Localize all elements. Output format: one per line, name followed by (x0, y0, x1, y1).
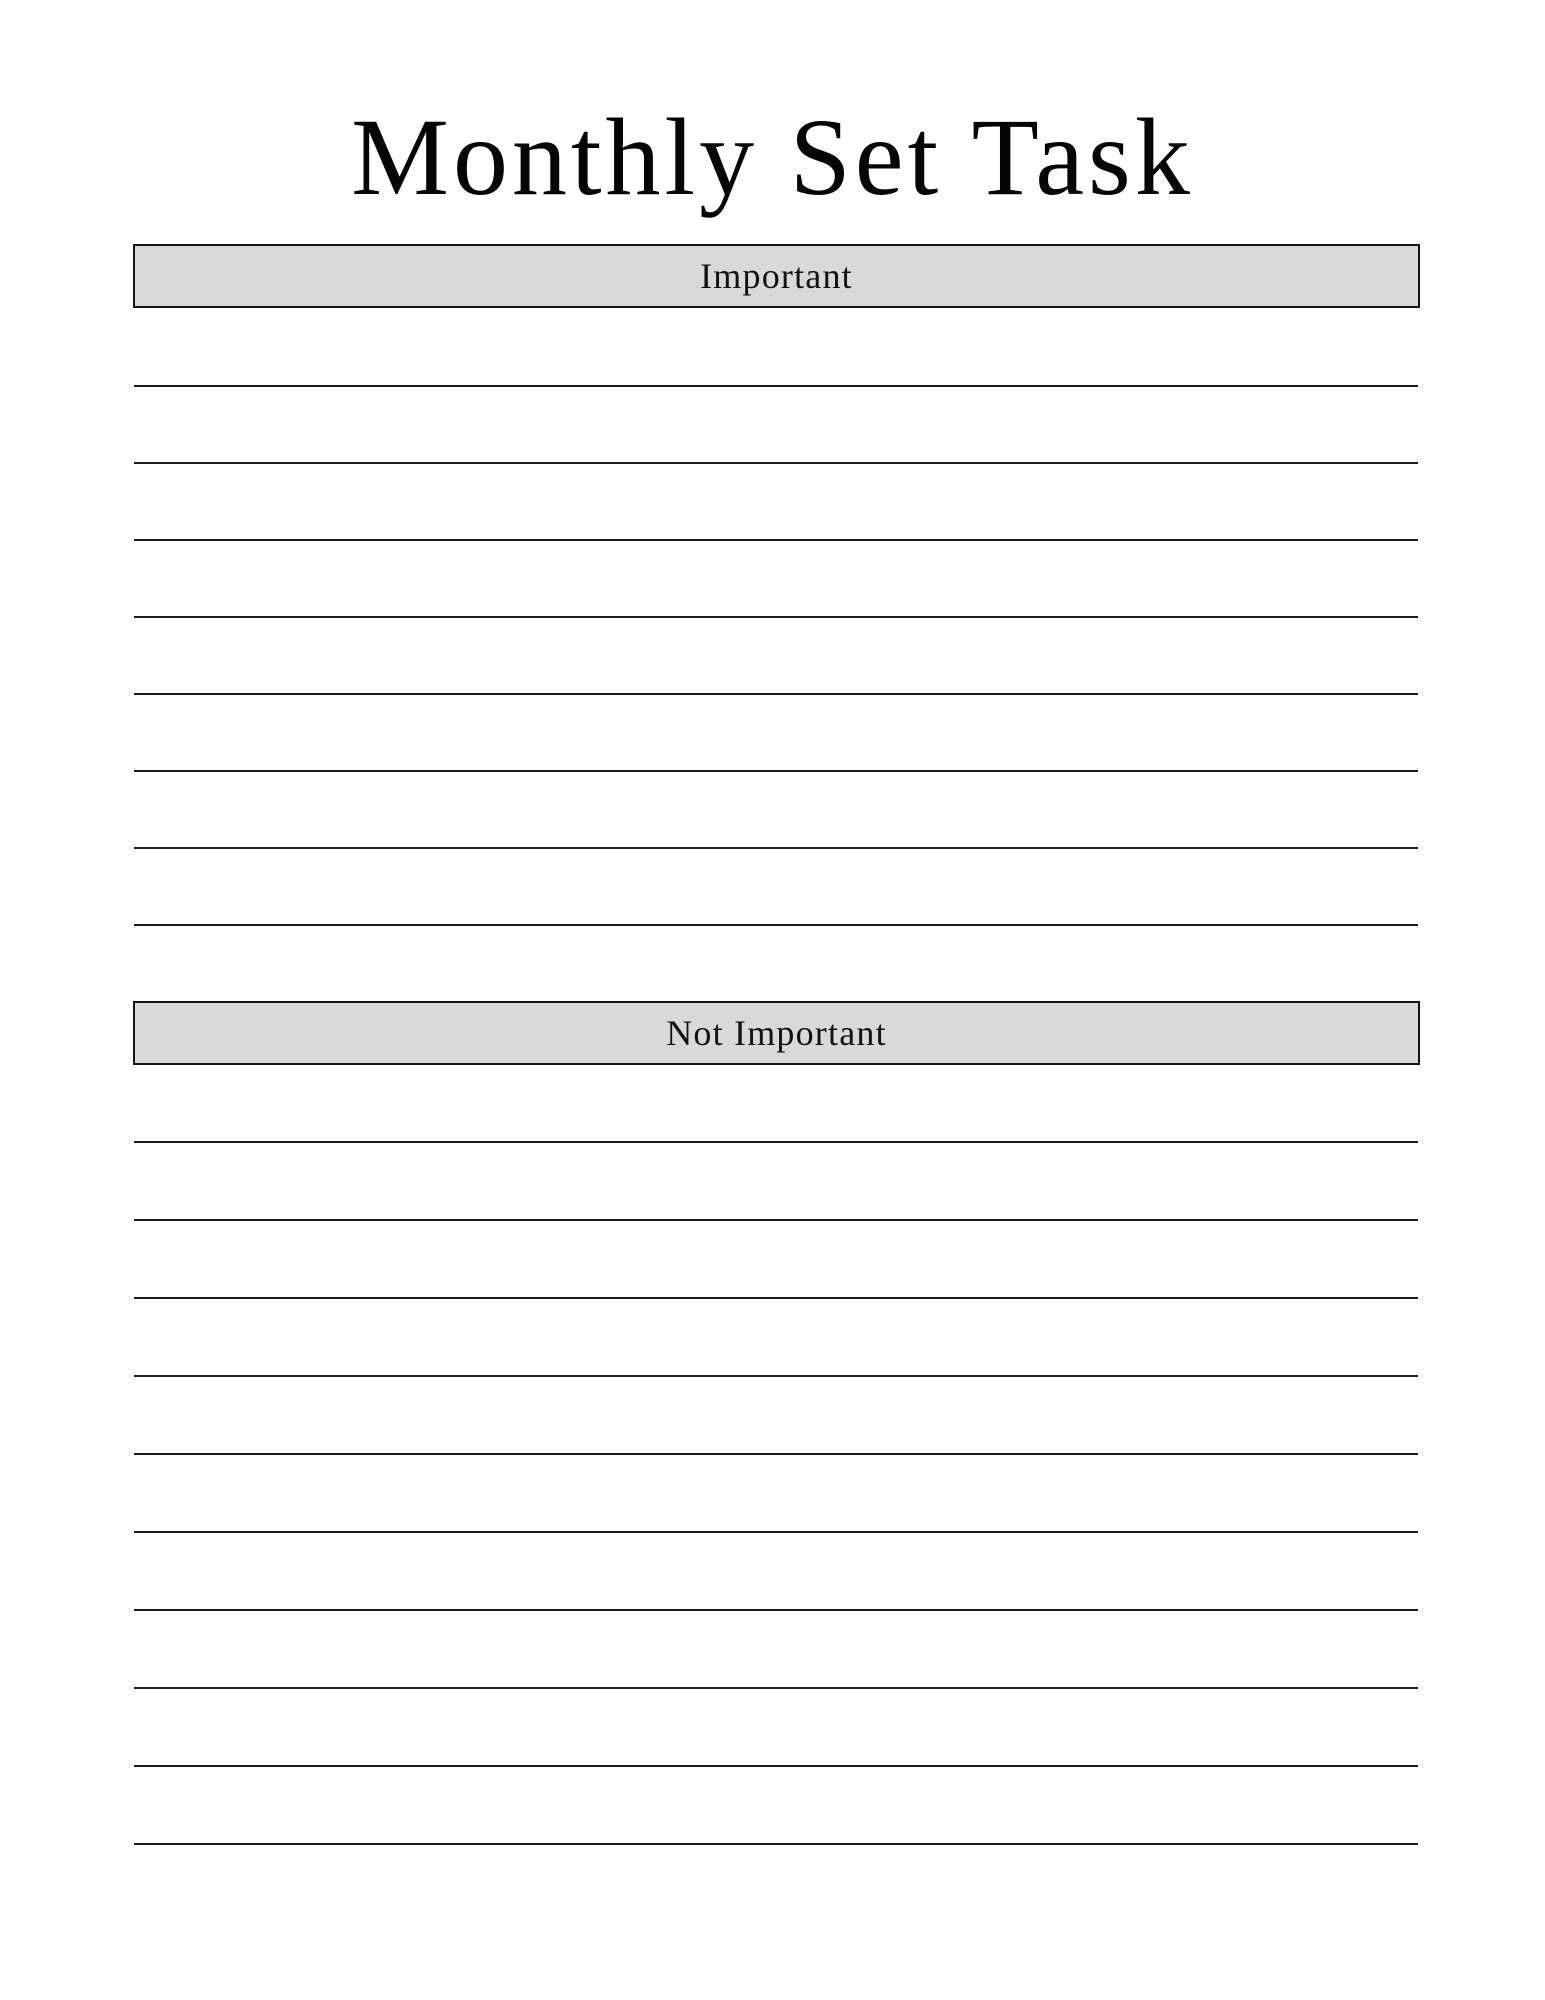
section-header-not-important (133, 1001, 1420, 1065)
ruled-line (134, 539, 1418, 541)
ruled-line (134, 693, 1418, 695)
ruled-line (134, 1687, 1418, 1689)
ruled-line (134, 1141, 1418, 1143)
page-title: Monthly Set Task (351, 96, 1194, 218)
ruled-line (134, 1375, 1418, 1377)
ruled-line (134, 1765, 1418, 1767)
ruled-line (134, 385, 1418, 387)
ruled-line (134, 847, 1418, 849)
ruled-line (134, 616, 1418, 618)
ruled-line (134, 770, 1418, 772)
section-header-important (133, 244, 1420, 308)
ruled-line (134, 462, 1418, 464)
ruled-line (134, 1843, 1418, 1845)
ruled-line (134, 1453, 1418, 1455)
section-label-important: Important (700, 256, 853, 296)
ruled-line (134, 1609, 1418, 1611)
ruled-line (134, 1531, 1418, 1533)
ruled-line (134, 1219, 1418, 1221)
ruled-line (134, 1297, 1418, 1299)
ruled-line (134, 924, 1418, 926)
section-label-not-important: Not Important (666, 1013, 887, 1053)
